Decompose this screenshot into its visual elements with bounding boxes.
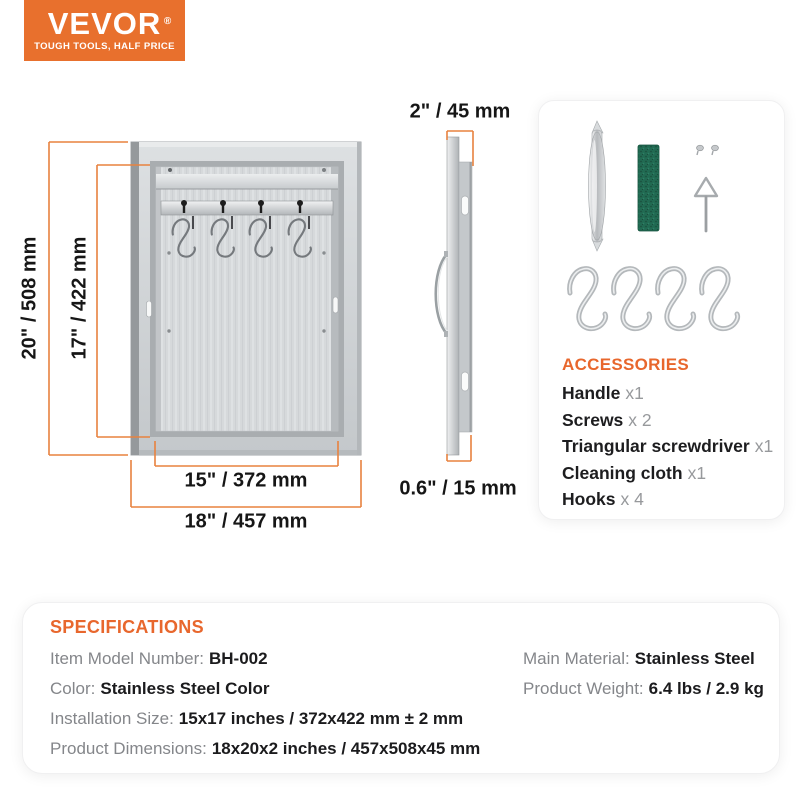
- side-handle-highlight: [438, 256, 448, 332]
- dimension-lines: [49, 131, 473, 507]
- door-side-view: [436, 137, 472, 455]
- door-mount-slots: [147, 297, 339, 317]
- door-front-view: [131, 142, 361, 455]
- side-slot-top: [462, 196, 469, 215]
- door-panel: [156, 167, 338, 431]
- spec-row: Item Model Number: BH-002: [50, 649, 268, 668]
- label-front-inner-width: 15" / 372 mm: [184, 469, 308, 492]
- spec-row: Installation Size: 15x17 inches / 372x422 mm ± 2 mm: [50, 709, 464, 728]
- spec-row: Product Dimensions: 18x20x2 inches / 457x508x45 mm: [50, 739, 481, 758]
- side-back-edge: [470, 162, 472, 432]
- door-top-highlight: [139, 142, 357, 147]
- accessories-title: ACCESSORIES: [562, 355, 690, 374]
- list-item: Hooks x 4: [562, 489, 644, 509]
- logo-wordmark: [47, 6, 173, 41]
- side-handle-icon: [436, 254, 447, 334]
- label-front-outer-height: 20" / 508 mm: [18, 236, 41, 360]
- door-s-hooks-icon: [173, 219, 311, 256]
- rail-mounts: [181, 200, 303, 213]
- label-side-thickness: 0.6" / 15 mm: [399, 477, 517, 500]
- side-front-flange: [447, 137, 459, 455]
- dim-line-inner-height: [97, 165, 150, 437]
- accessories-list: [562, 353, 773, 513]
- handle-nub-bottom: [444, 331, 448, 337]
- label-front-outer-width: 18" / 457 mm: [184, 510, 308, 533]
- list-item: Triangular screwdriver x1: [562, 436, 774, 456]
- label-side-depth: 2" / 45 mm: [409, 100, 511, 123]
- side-back-plate: [459, 162, 472, 432]
- registered-mark: ®: [163, 16, 173, 27]
- label-front-inner-height: 17" / 422 mm: [68, 236, 91, 360]
- spec-row: Product Weight: 6.4 lbs / 2.9 kg: [523, 679, 764, 698]
- handle-nub-top: [444, 251, 448, 257]
- logo-tagline: TOUGH TOOLS, HALF PRICE: [34, 41, 175, 52]
- door-top-bar: [156, 174, 338, 189]
- door-panel-right-ridge: [331, 167, 338, 431]
- door-right-edge: [357, 142, 361, 455]
- vevor-logo: [24, 0, 185, 61]
- specifications-title: SPECIFICATIONS: [50, 617, 204, 637]
- list-item: Handle x1: [562, 383, 644, 403]
- door-left-edge: [131, 142, 139, 455]
- dim-line-side-thickness: [447, 435, 471, 461]
- dim-line-inner-width: [155, 441, 338, 466]
- hook-rail: [161, 201, 333, 215]
- rail-pegs: [193, 216, 309, 229]
- door-panel-left-ridge: [156, 167, 161, 431]
- list-item: Screws x 2: [562, 409, 652, 430]
- dim-line-side-depth: [447, 131, 473, 166]
- list-item: Cleaning cloth x1: [562, 462, 707, 483]
- logo-text: VEVOR: [47, 6, 162, 41]
- spec-row: Main Material: Stainless Steel: [523, 649, 755, 668]
- door-bottom-shade: [139, 450, 357, 455]
- door-screw-dots: [167, 168, 326, 333]
- door-recess-wall: [150, 161, 344, 437]
- door-outer-frame: [131, 142, 361, 455]
- side-slot-bottom: [462, 372, 469, 391]
- spec-row: Color: Stainless Steel Color: [50, 679, 270, 698]
